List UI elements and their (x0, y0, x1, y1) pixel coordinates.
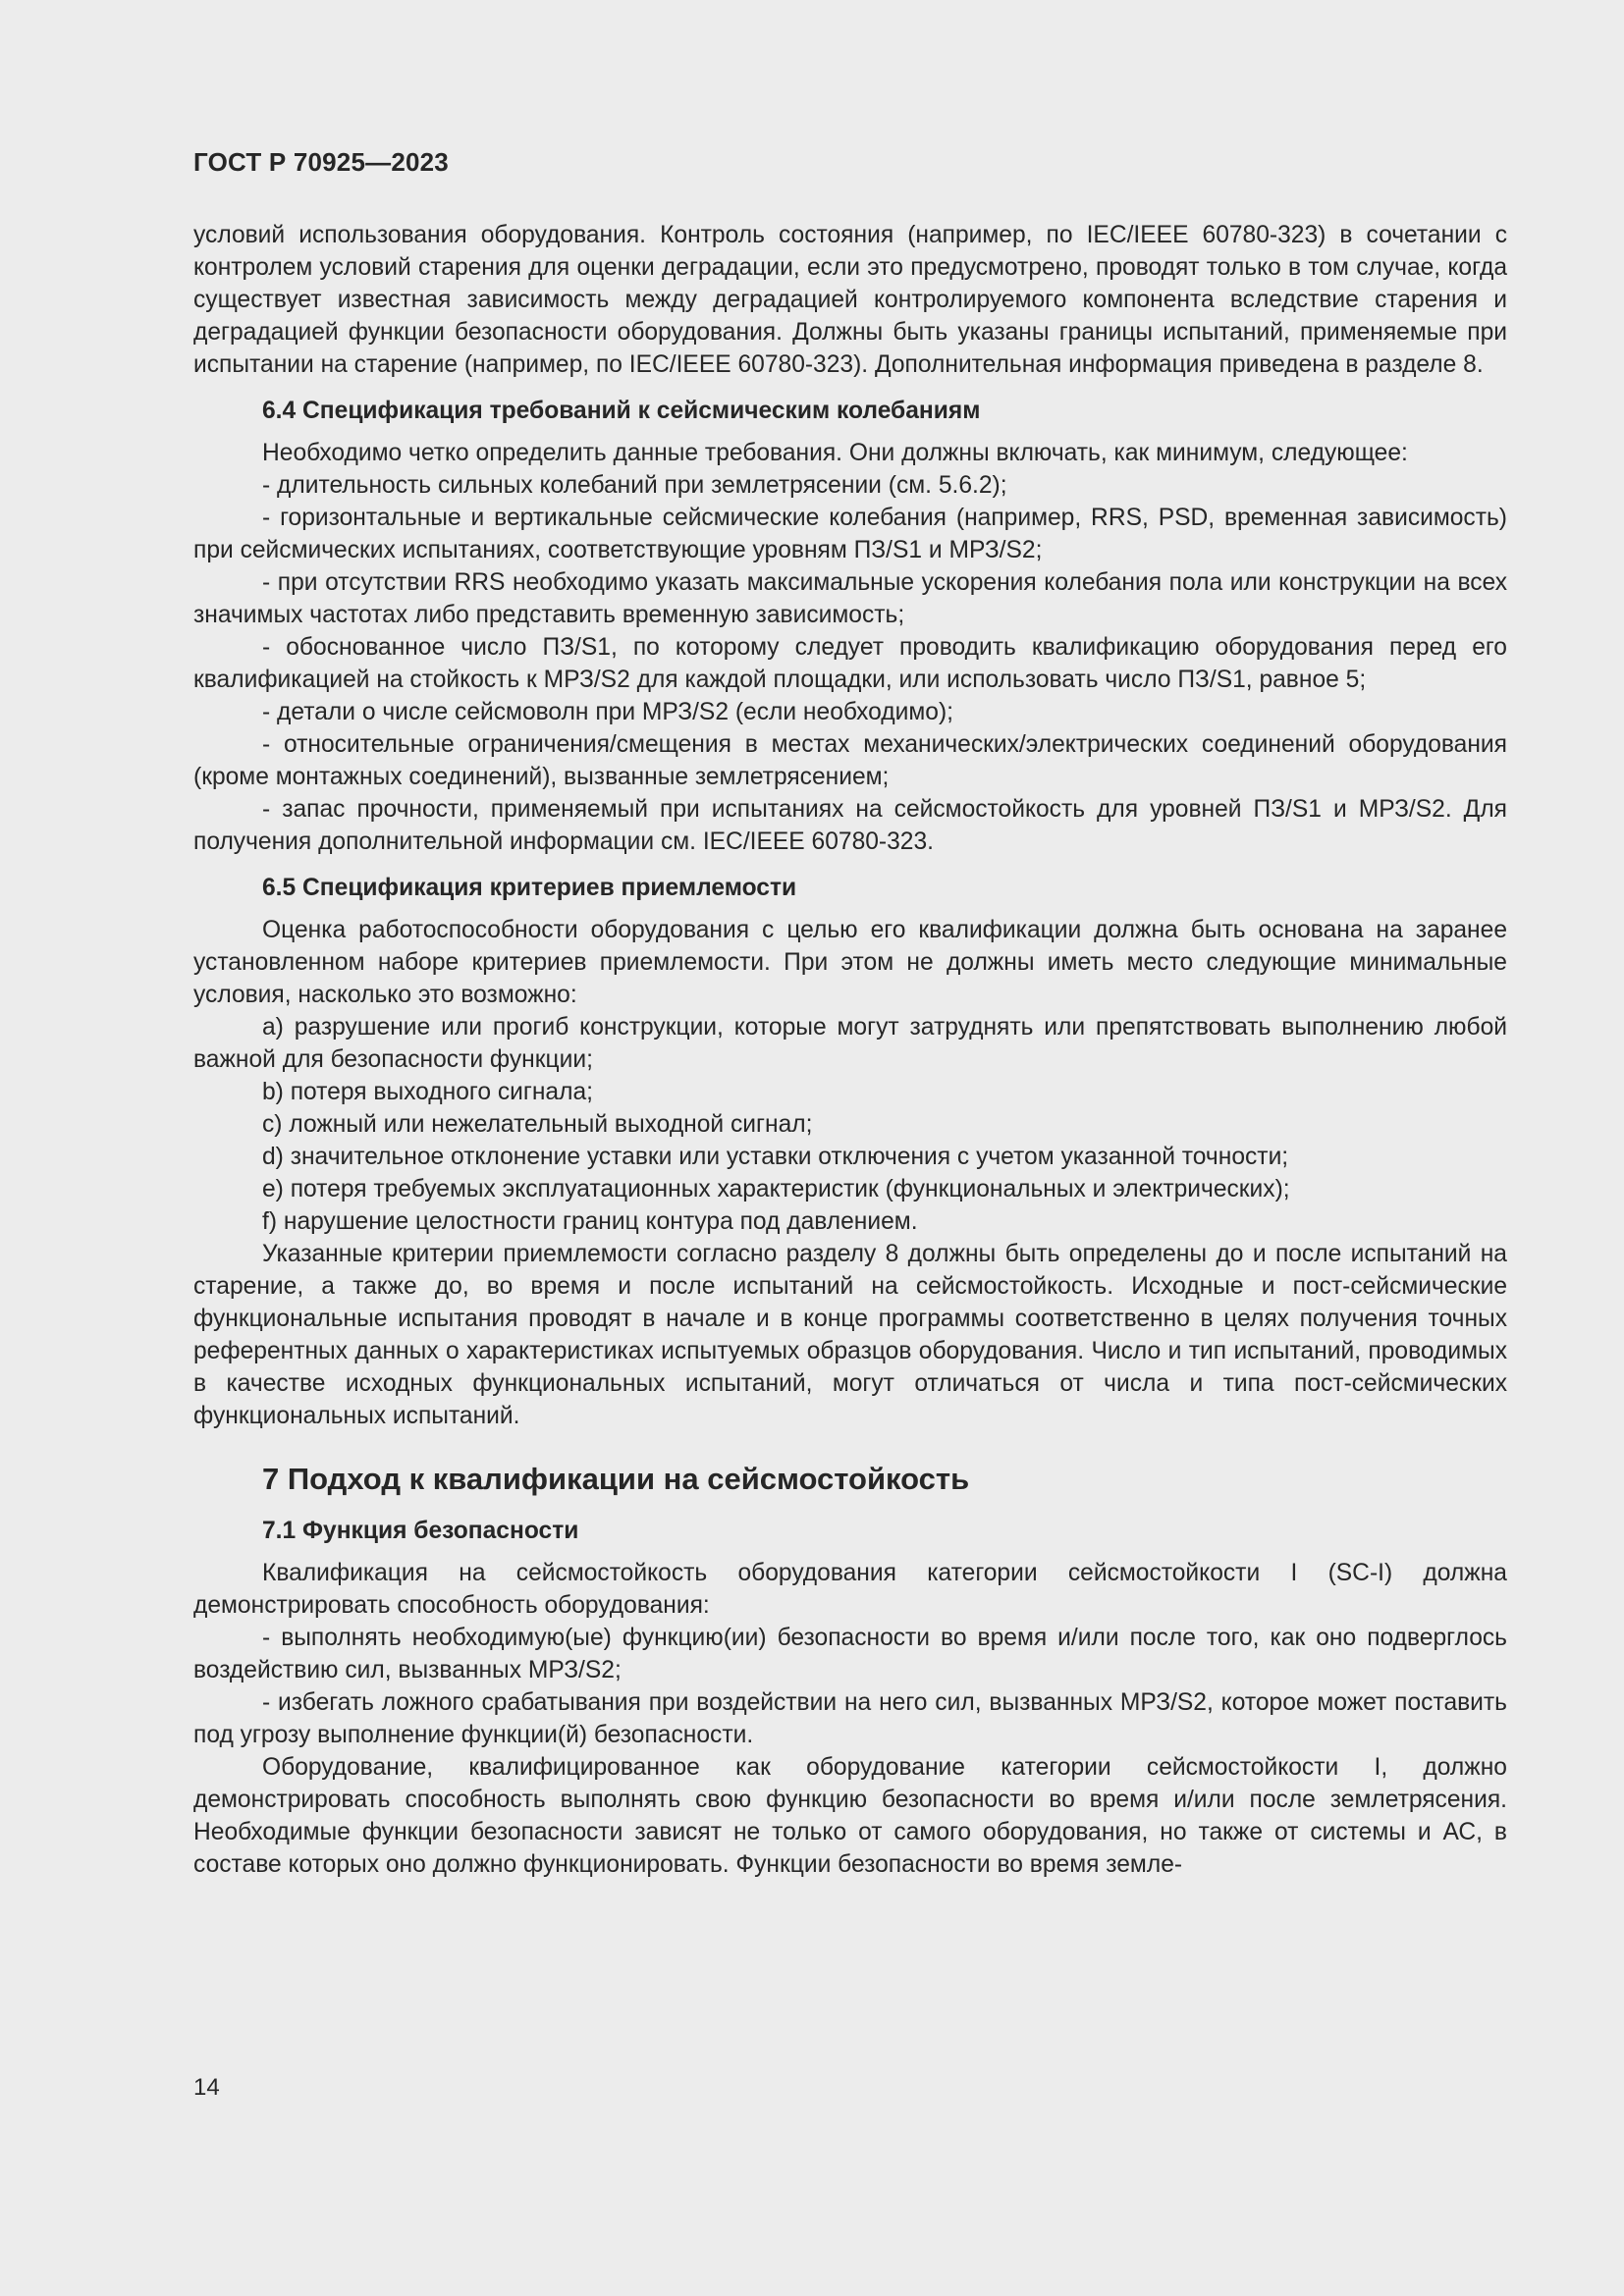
list-item: - детали о числе сейсмоволн при МРЗ/S2 (если необходимо); (262, 699, 953, 725)
list-item: - обоснованное число ПЗ/S1, по которому следует проводить квалификацию оборудования перед его квалификацией на стойкость к МРЗ/S2 для каждой площадки, или использовать число ПЗ/S1, равное 5; (193, 634, 1507, 693)
document-header: ГОСТ Р 70925—2023 (193, 147, 449, 177)
section-6-5-heading: 6.5 Спецификация критериев приемлемости (262, 875, 797, 901)
section-6-4-lead: Необходимо четко определить данные требования. Они должны включать, как минимум, следующее: (262, 440, 1408, 466)
section-7-1-heading: 7.1 Функция безопасности (262, 1518, 579, 1544)
section-7-1-closing: Оборудование, квалифицированное как оборудование категории сейсмостойкости I, должно демонстрировать способность выполнять свою функцию безопасности во время и/или после землетрясения. Необходимые функции безопасности зависят не только от самого оборудования, но также от системы и АС, в составе которых оно должно функционировать. Функции безопасности во время земле- (193, 1754, 1507, 1878)
list-item: - запас прочности, применяемый при испытаниях на сейсмостойкость для уровней ПЗ/S1 и МРЗ/S2. Для получения дополнительной информации см. IEC/IEEE 60780-323. (193, 796, 1507, 855)
list-item: c) ложный или нежелательный выходной сигнал; (262, 1111, 813, 1138)
list-item: d) значительное отклонение уставки или уставки отключения с учетом указанной точности; (262, 1144, 1289, 1170)
section-6-5-closing: Указанные критерии приемлемости согласно разделу 8 должны быть определены до и после испытаний на старение, а также до, во время и после испытаний на сейсмостойкость. Исходные и пост-сейсмические функциональные испытания проводят в начале и в конце программы соответственно в целях получения точных референтных данных о характеристиках испытуемых образцов оборудования. Число и тип испытаний, проводимых в качестве исходных функциональных испытаний, могут отличаться от числа и типа пост-сейсмических функциональных испытаний. (193, 1241, 1507, 1429)
list-item: f) нарушение целостности границ контура под давлением. (262, 1208, 918, 1235)
list-item: e) потеря требуемых эксплуатационных характеристик (функциональных и электрических); (262, 1176, 1290, 1202)
intro-paragraph: условий использования оборудования. Контроль состояния (например, по IEC/IEEE 60780-323) в сочетании с контролем условий старения для оценки деградации, если это предусмотрено, проводят только в том случае, когда существует известная зависимость между деградацией контролируемого компонента вследствие старения и деградацией функции безопасности оборудования. Должны быть указаны границы испытаний, применяемые при испытании на старение (например, по IEC/IEEE 60780-323). Дополнительная информация приведена в разделе 8. (193, 222, 1507, 378)
list-item: - относительные ограничения/смещения в местах механических/электрических соединений оборудования (кроме монтажных соединений), вызванные землетрясением; (193, 731, 1507, 790)
section-7-1-lead: Квалификация на сейсмостойкость оборудования категории сейсмостойкости I (SC-I) должна демонстрировать способность оборудования: (193, 1560, 1507, 1619)
section-6-5-lead: Оценка работоспособности оборудования с целью его квалификации должна быть основана на заранее установленном наборе критериев приемлемости. При этом не должны иметь место следующие минимальные условия, насколько это возможно: (193, 917, 1507, 1008)
document-body (193, 219, 1507, 1881)
list-item: - горизонтальные и вертикальные сейсмические колебания (например, RRS, PSD, временная зависимость) при сейсмических испытаниях, соответствующие уровням ПЗ/S1 и МРЗ/S2; (193, 505, 1507, 563)
list-item: - длительность сильных колебаний при землетрясении (см. 5.6.2); (262, 472, 1007, 499)
list-item: - при отсутствии RRS необходимо указать максимальные ускорения колебания пола или конструкции на всех значимых частотах либо представить временную зависимость; (193, 569, 1507, 628)
page-number: 14 (193, 2074, 220, 2101)
list-item: a) разрушение или прогиб конструкции, которые могут затруднять или препятствовать выполнению любой важной для безопасности функции; (193, 1014, 1507, 1073)
section-6-4-heading: 6.4 Спецификация требований к сейсмическим колебаниям (262, 398, 981, 424)
list-item: - выполнять необходимую(ые) функцию(ии) безопасности во время и/или после того, как оно подверглось воздействию сил, вызванных МРЗ/S2; (193, 1625, 1507, 1683)
list-item: - избегать ложного срабатывания при воздействии на него сил, вызванных МРЗ/S2, которое может поставить под угрозу выполнение функции(й) безопасности. (193, 1689, 1507, 1748)
list-item: b) потеря выходного сигнала; (262, 1079, 593, 1105)
section-7-heading: 7 Подход к квалификации на сейсмостойкость (262, 1462, 970, 1496)
